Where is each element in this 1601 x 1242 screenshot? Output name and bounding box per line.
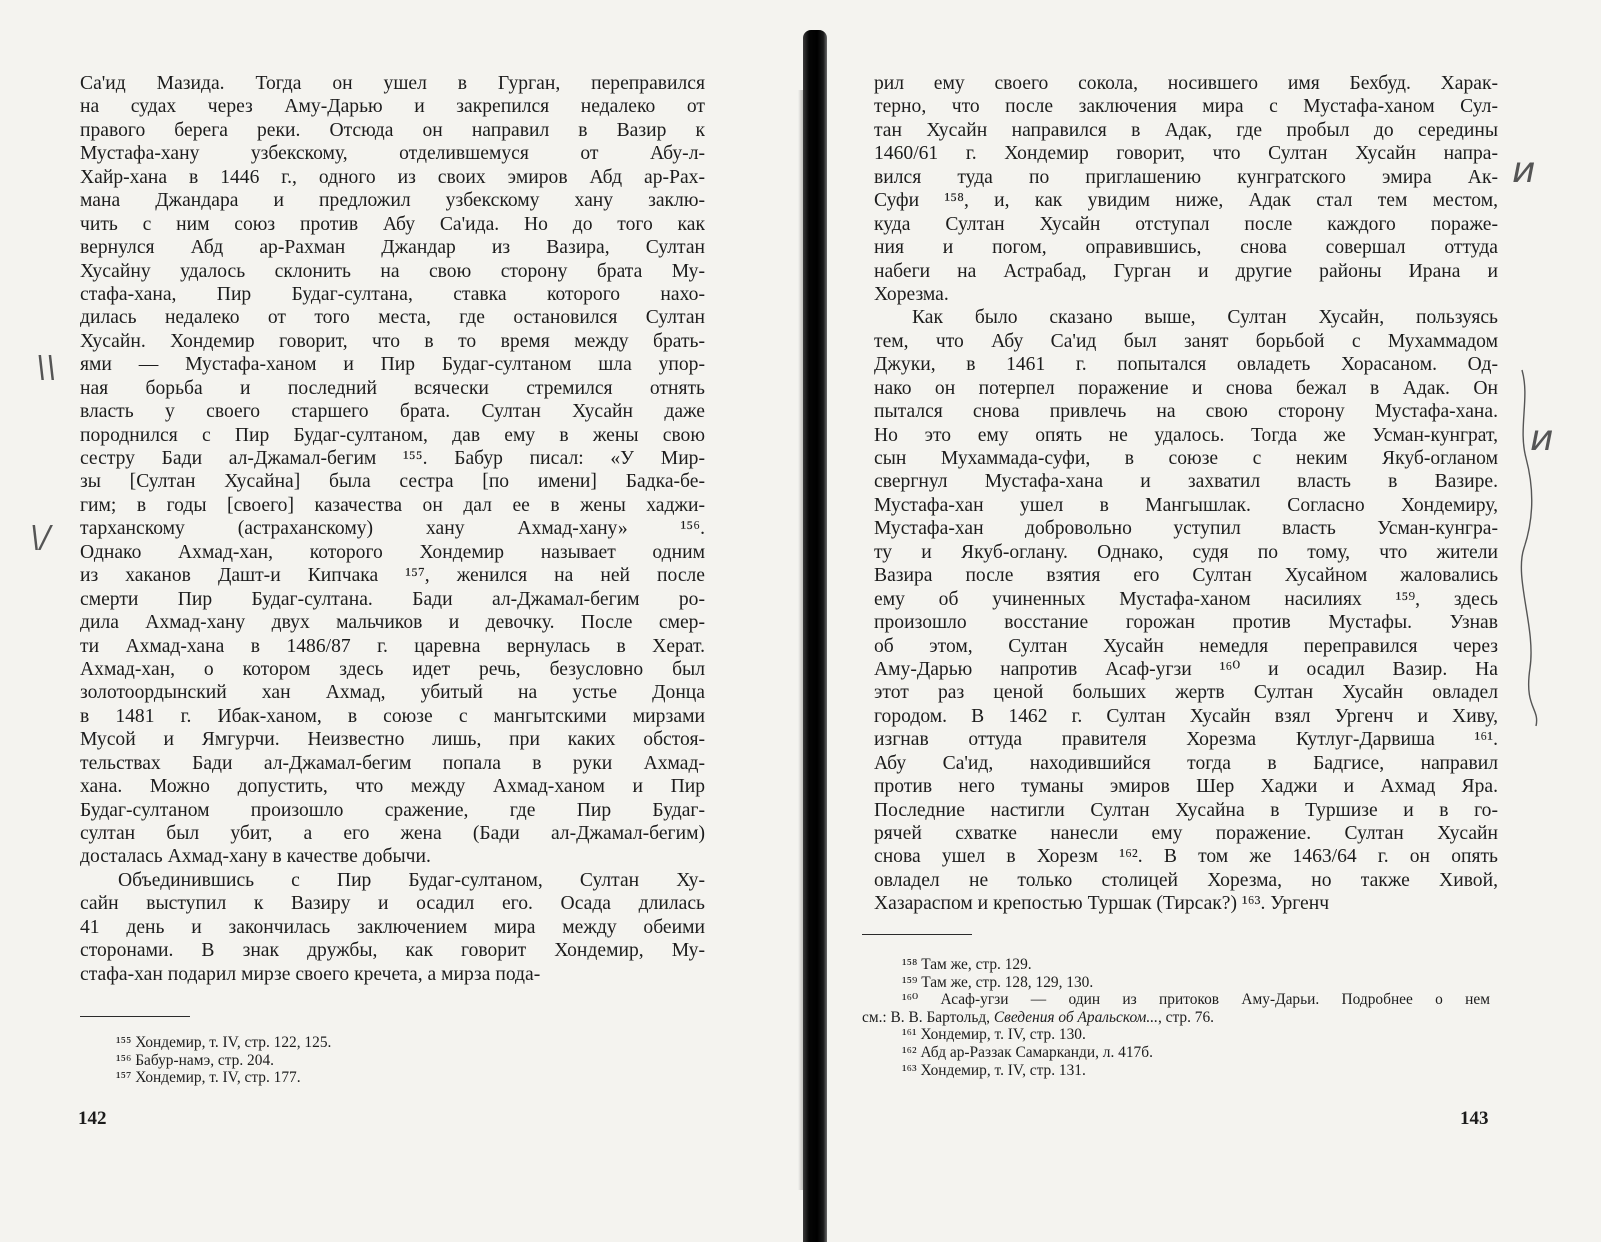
footnote-158: ¹⁵⁸ Там же, стр. 129. [902,956,1032,973]
margin-mark: и [1512,150,1536,191]
footnote-157: ¹⁵⁷ Хондемир, т. IV, стр. 177. [116,1069,301,1087]
right-page [826,0,1601,1242]
footnote-162: ¹⁶² Абд ар-Раззак Самарканди, л. 417б. [902,1043,1153,1061]
footnote-155: ¹⁵⁵ Хондемир, т. IV, стр. 122, 125. [116,1034,332,1051]
text-line: зы [Султан Хусайна] была сестра [по имени] Бадка-бе- [80,471,705,493]
text-line: Хусайн. Хондемир говорит, что в то время между брать- [80,330,705,352]
footnote-160: ¹⁶⁰ Асаф-угзи — один из притоков Аму-Дарьи. Подробнее о нем [902,991,1490,1009]
text-line: Хазараспом и крепостью Туршак (Тирсак?) ¹⁶³. Ургенч [874,893,1330,915]
text-line: терно, что после заключения мира с Мустафа-ханом Сул- [874,96,1498,118]
text-line: Как было сказано выше, Султан Хусайн, пользуясь [912,307,1498,329]
text-line: Ахмад-хан, о котором здесь идет речь, безусловно был [80,658,705,680]
text-line: ная борьба и последний всячески стремился отнять [80,377,705,399]
text-line: гим; в годы [своего] казачества он дал ее в жены хаджи- [80,494,705,516]
text-line: ту и Якуб-оглану. Однако, судя по тому, что жители [874,541,1498,563]
text-line: золотоордынский хан Ахмад, убитый на устье Донца [80,682,705,704]
footnote-160-cont: см.: В. В. Бартольд, Сведения об Аральском..., стр. 76. [862,1008,1215,1026]
right-footnotes [862,956,1490,1079]
text-line: изгнав оттуда правителя Хорезма Кутлуг-Дарвиша ¹⁶¹. [874,729,1498,751]
text-line: мана Джандара и предложил узбекскому хану заклю- [80,190,705,212]
text-line: Хорезма. [874,283,949,305]
left-page [0,0,800,1242]
text-line: овладел не только столицей Хорезма, но также Хивой, [874,869,1498,891]
text-line: чить с ним союз против Абу Са'ида. Но до того как [80,213,705,235]
footnote-rule [862,934,972,935]
text-line: 41 день и закончилась заключением мира между обеими [80,916,705,938]
text-line: Аму-Дарью напротив Асаф-угзи ¹⁶⁰ и осадил Вазир. На [874,658,1498,680]
text-line: сайн выступил к Вазиру и осадил его. Осада длилась [80,893,705,915]
text-line: стафа-хана, Пир Будаг-султана, ставка которого нахо- [80,283,705,305]
text-line: снова ушел в Хорезм ¹⁶². В том же 1463/64 г. он опять [874,846,1498,868]
text-line: сын Мухаммада-суфи, в союзе с неким Якуб-огланом [874,448,1498,469]
text-line: ему об учиненных Мустафа-ханом насилиях ¹⁵⁹, здесь [874,588,1498,610]
text-line: городом. В 1462 г. Султан Хусайн взял Ургенч и Хиву, [874,705,1498,727]
text-line: против него туманы эмиров Шер Хаджи и Ахмад Яра. [874,776,1498,798]
text-line: Хусайну удалось склонить на свою сторону брата Му- [80,260,705,282]
footnote-rule [80,1016,190,1017]
footnote-159: ¹⁵⁹ Там же, стр. 128, 129, 130. [902,973,1094,991]
text-line: породнился с Пир Будаг-султаном, дав ему в жены свою [80,424,705,446]
text-line: тем, что Абу Са'ид был занят борьбой с Мухаммадом [874,330,1498,352]
text-line: досталась Ахмад-хану в качестве добычи. [80,846,431,868]
text-line: свергнул Мустафа-хана и захватил власть в Вазире. [874,471,1498,493]
text-line: смерти Пир Будаг-султана. Бади ал-Джамал-бегим ро- [80,588,705,610]
footnote-163: ¹⁶³ Хондемир, т. IV, стр. 131. [902,1061,1086,1079]
text-line: правого берега реки. Отсюда он направил в Вазир к [80,119,705,141]
text-line: ями — Мустафа-ханом и Пир Будаг-султаном шла упор- [80,354,705,376]
text-line: ния и погом, оправившись, снова совершал оттуда [874,237,1498,259]
page-number: 143 [1460,1108,1489,1129]
text-line: сторонами. В знак дружбы, как говорит Хондемир, Му- [80,940,705,962]
text-line: ти Ахмад-хана в 1486/87 г. царевна вернулась в Херат. [80,635,705,657]
text-line: 1460/61 г. Хондемир говорит, что Султан Хусайн напра- [874,143,1498,165]
text-line: Вазира после взятия его Султан Хусайном жаловались [874,565,1498,587]
text-line: нако он потерпел поражение и снова бежал в Адак. Он [874,377,1498,399]
text-line: Будаг-султаном произошло сражение, где Пир Будаг- [80,799,705,821]
text-line: пытался снова привлечь на свою сторону Мустафа-хана. [874,401,1498,423]
text-line: дилась недалеко от того места, где остановился Султан [80,307,705,329]
text-line: Мусой и Ямгурчи. Неизвестно лишь, при каких обстоя- [80,729,705,751]
footnote-161: ¹⁶¹ Хондемир, т. IV, стр. 130. [902,1026,1086,1044]
text-line: Са'ид Мазида. Тогда он ушел в Гурган, переправился [80,73,705,94]
text-line: произошло восстание горожан против Мустафы. Узнав [874,612,1498,634]
text-line: султан был убит, а его жена (Бади ал-Джамал-бегим) [80,823,705,844]
right-page-text [874,72,1498,916]
text-line: рячей схватке нанесли ему поражение. Султан Хусайн [874,823,1498,844]
left-page-text [80,72,705,986]
text-line: Мустафа-хан ушел в Мангышлак. Согласно Хондемиру, [874,494,1498,516]
margin-mark: \\ [36,350,57,385]
text-line: тарханскому (астраханскому) хану Ахмад-хану» ¹⁵⁶. [80,518,705,540]
text-line: сестру Бади ал-Джамал-бегим ¹⁵⁵. Бабур писал: «У Мир- [80,448,705,469]
text-line: Джуки, в 1461 г. попытался овладеть Хорасаном. Од- [874,354,1498,376]
text-line: об этом, Султан Хусайн немедля переправился через [874,635,1498,657]
footnote-156: ¹⁵⁶ Бабур-намэ, стр. 204. [116,1051,274,1069]
text-line: набеги на Астрабад, Гурган и другие районы Ирана и [874,260,1498,282]
text-line: вернулся Абд ар-Рахман Джандар из Вазира, Султан [80,237,705,259]
text-line: Мустафа-хану узбекскому, отделившемуся от Абу-л- [80,143,705,165]
text-line: куда Султан Хусайн отступал после каждого пораже- [874,213,1498,235]
text-line: Мустафа-хан добровольно уступил власть Усман-кунгра- [874,518,1498,540]
margin-mark: и [1530,418,1554,459]
text-line: рил ему своего сокола, носившего имя Бехбуд. Харак- [874,73,1498,94]
text-line: этот раз ценой больших жертв Султан Хусайн овладел [874,682,1498,704]
text-line: Суфи ¹⁵⁸, и, как увидим ниже, Адак стал тем местом, [874,190,1498,212]
text-line: власть у своего старшего брата. Султан Хусайн даже [80,401,705,423]
page-number: 142 [78,1108,107,1129]
text-line: Объединившись с Пир Будаг-султаном, Султан Ху- [118,869,705,891]
margin-mark: \/ [30,520,51,555]
text-line: вился туда по приглашению кунгратского эмира Ак- [874,166,1498,188]
text-line: Но это ему опять не удалось. Тогда же Усман-кунграт, [874,424,1498,446]
text-line: в 1481 г. Ибак-ханом, в союзе с мангытскими мирзами [80,705,705,727]
text-line: на судах через Аму-Дарью и закрепился недалеко от [80,96,705,118]
text-line: из хаканов Дашт-и Кипчака ¹⁵⁷, женился на ней после [80,565,705,587]
text-line: Последние настигли Султан Хусайна в Туршизе и в го- [874,799,1498,821]
book-spine [803,30,827,1242]
text-line: тельствах Бади ал-Джамал-бегим попала в руки Ахмад- [80,752,705,774]
margin-bracket [1516,368,1556,728]
text-line: Абу Са'ид, находившийся тогда в Бадгисе, направил [874,752,1498,774]
text-line: хана. Можно допустить, что между Ахмад-ханом и Пир [80,776,705,798]
text-line: дила Ахмад-хану двух мальчиков и девочку. После смер- [80,612,705,634]
text-line: стафа-хан подарил мирзе своего кречета, а мирза пода- [80,963,541,985]
left-footnotes [116,1034,331,1087]
text-line: Однако Ахмад-хан, которого Хондемир называет одним [80,541,705,563]
footnote-160-title: Сведения об Аральском... [993,1008,1158,1026]
text-line: Хайр-хана в 1446 г., одного из своих эмиров Абд ар-Рах- [80,166,705,188]
text-line: тан Хусайн направился в Адак, где пробыл до середины [874,119,1498,141]
